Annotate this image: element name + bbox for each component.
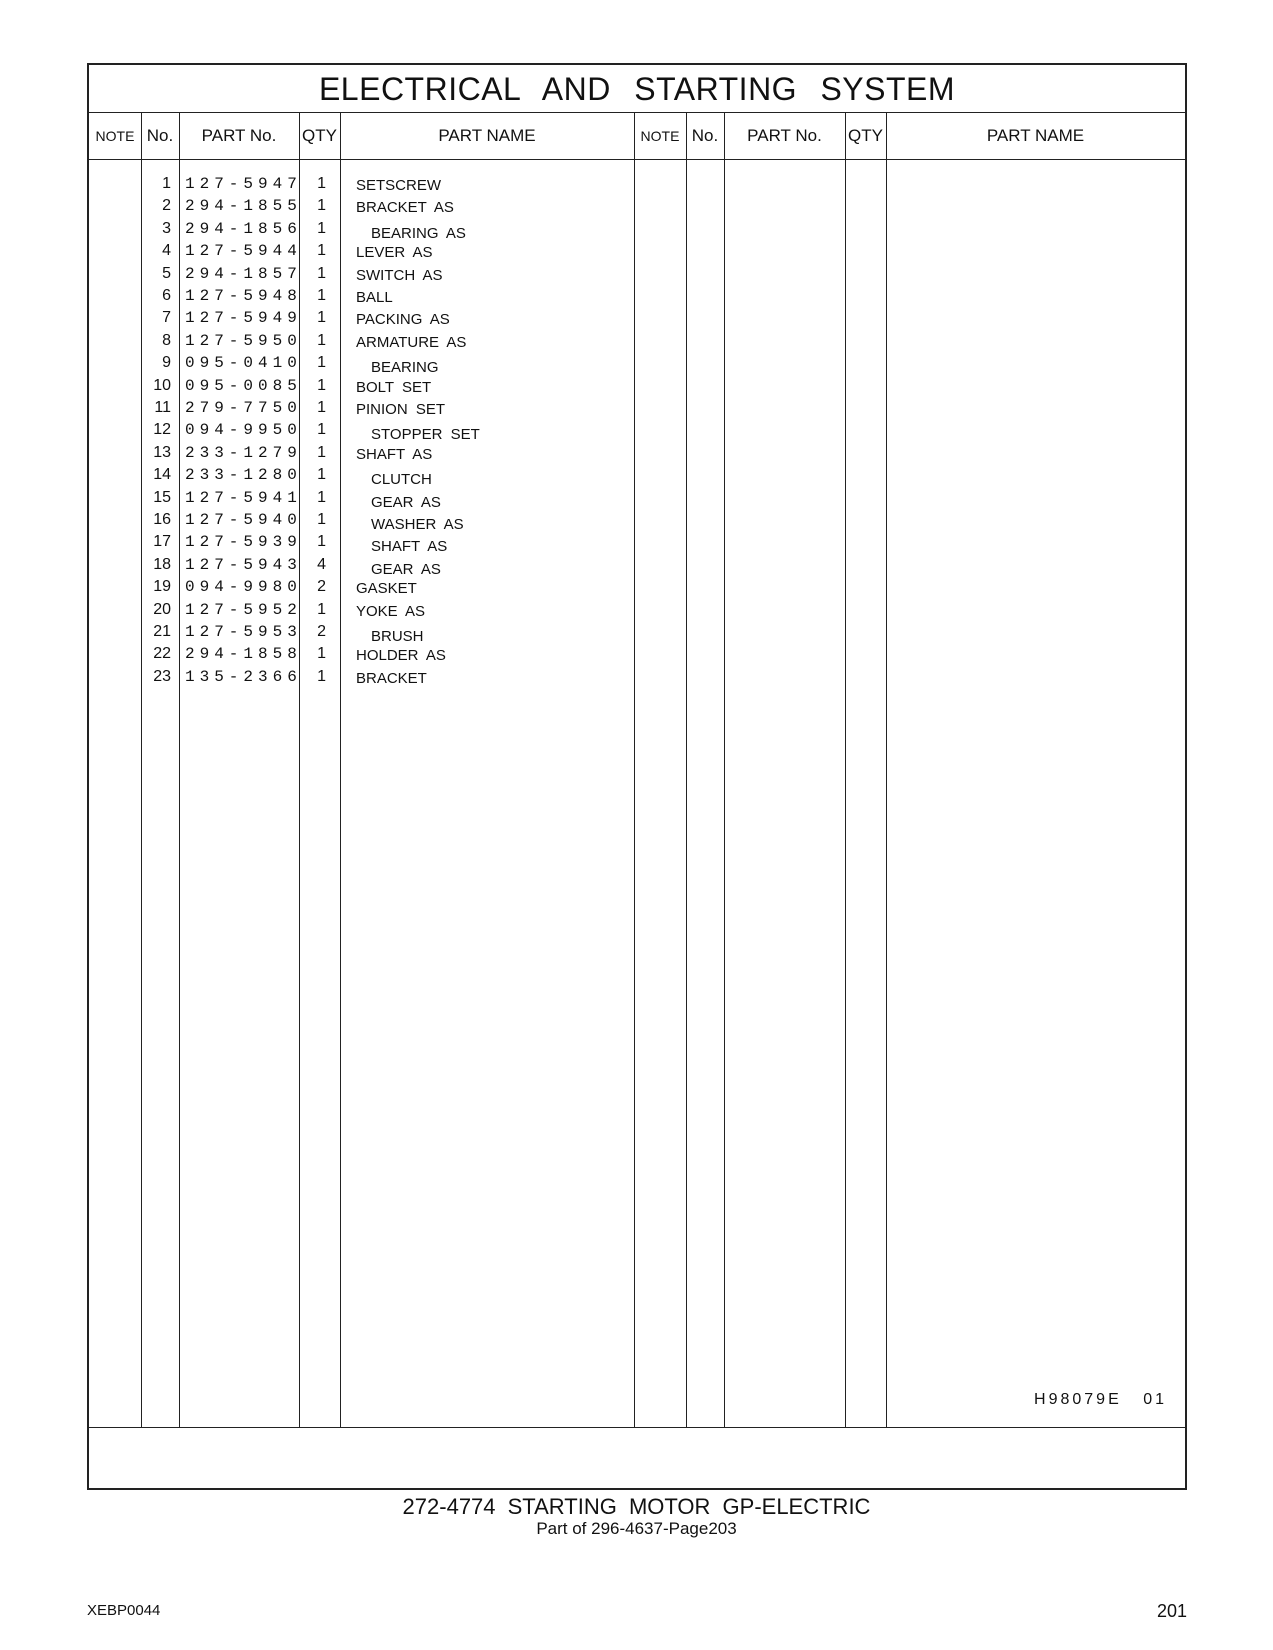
item-number: 1 [162, 175, 171, 192]
part-number: 127-5949 [185, 309, 302, 328]
header-part-no-right: PART No. [747, 126, 822, 145]
table-row [89, 489, 1185, 512]
part-name: BEARING [371, 359, 439, 377]
part-number: 127-5952 [185, 600, 302, 619]
quantity: 2 [317, 623, 326, 640]
quantity: 1 [317, 466, 326, 484]
part-name: SWITCH AS [356, 266, 443, 284]
table-row [89, 668, 1185, 691]
part-name: STOPPER SET [371, 426, 480, 444]
table-bottom-rule [89, 1427, 1185, 1428]
part-number: 127-5950 [185, 331, 302, 350]
item-number: 17 [153, 533, 171, 551]
table-row [89, 578, 1185, 601]
part-number: 279-7750 [185, 399, 302, 417]
part-number: 127-5941 [185, 488, 302, 507]
table-row [89, 466, 1185, 489]
part-number: 294-1855 [185, 197, 302, 216]
part-number: 095-0085 [185, 376, 302, 395]
quantity: 1 [317, 197, 326, 215]
table-row [89, 623, 1185, 646]
header-no-right: No. [691, 126, 719, 145]
item-number: 12 [153, 421, 171, 439]
table-row [89, 197, 1185, 220]
part-number: 094-9950 [185, 421, 302, 440]
part-name: SHAFT AS [356, 445, 433, 463]
table-row [89, 175, 1185, 198]
part-number: 294-1856 [185, 219, 302, 238]
item-number: 15 [153, 488, 171, 506]
item-number: 10 [153, 376, 171, 394]
part-name: GEAR AS [371, 560, 441, 578]
item-number: 19 [153, 578, 171, 596]
item-number: 4 [162, 242, 171, 260]
quantity: 2 [317, 578, 326, 596]
item-number: 8 [162, 331, 171, 349]
quantity: 4 [317, 555, 326, 573]
item-number: 16 [153, 511, 171, 528]
table-row [89, 265, 1185, 288]
header-no-left: No. [146, 126, 174, 145]
item-number: 2 [162, 197, 171, 215]
part-name: PINION SET [356, 401, 446, 418]
table-row [89, 354, 1185, 377]
table-row [89, 601, 1185, 624]
part-number: 294-1857 [185, 264, 302, 283]
quantity: 1 [317, 511, 326, 528]
table-row [89, 220, 1185, 243]
item-number: 13 [153, 443, 171, 461]
quantity: 1 [317, 667, 326, 685]
quantity: 1 [317, 242, 326, 260]
quantity: 1 [317, 600, 326, 618]
table-row [89, 645, 1185, 668]
quantity: 1 [317, 421, 326, 439]
table-row [89, 444, 1185, 467]
part-number: 094-9980 [185, 578, 302, 597]
item-number: 20 [153, 600, 171, 618]
page-number: 201 [1156, 1601, 1187, 1621]
quantity: 1 [317, 399, 326, 416]
item-number: 7 [162, 309, 171, 327]
part-name: BRUSH [371, 628, 424, 645]
header-note-left: NOTE [95, 128, 135, 144]
part-name: ARMATURE AS [356, 333, 467, 351]
header-qty-right: QTY [848, 126, 883, 145]
item-number: 9 [162, 354, 171, 372]
part-number: 127-5953 [185, 623, 302, 641]
table-row [89, 399, 1185, 422]
table-row [89, 556, 1185, 579]
part-name: PACKING AS [356, 311, 450, 329]
item-number: 3 [162, 219, 171, 237]
part-name: BRACKET [356, 669, 427, 687]
part-name: CLUTCH [371, 471, 432, 489]
part-name: BEARING AS [371, 224, 466, 242]
group-caption: 272-4774 STARTING MOTOR GP-ELECTRIC [402, 1494, 871, 1519]
quantity: 1 [317, 443, 326, 461]
quantity: 1 [317, 175, 326, 192]
item-number: 18 [153, 555, 171, 573]
table-row [89, 309, 1185, 332]
part-name: BALL [356, 289, 393, 306]
part-name: YOKE AS [356, 602, 426, 620]
item-number: 23 [153, 667, 171, 685]
quantity: 1 [317, 376, 326, 394]
part-number: 294-1858 [185, 645, 302, 664]
part-number: 127-5943 [185, 555, 302, 574]
part-number: 127-5948 [185, 287, 302, 305]
part-name: LEVER AS [356, 244, 433, 262]
part-number: 095-0410 [185, 354, 302, 373]
header-qty-left: QTY [302, 126, 337, 145]
item-number: 21 [153, 623, 171, 640]
table-row [89, 511, 1185, 534]
quantity: 1 [317, 219, 326, 237]
table-row [89, 332, 1185, 355]
part-number: 127-5940 [185, 511, 302, 529]
part-name: GEAR AS [371, 493, 441, 511]
part-name: GASKET [356, 580, 417, 598]
part-number: 127-5939 [185, 533, 302, 552]
quantity: 1 [317, 331, 326, 349]
quantity: 1 [317, 354, 326, 372]
table-row [89, 377, 1185, 400]
item-number: 22 [153, 645, 171, 663]
table-row [89, 533, 1185, 556]
part-name: HOLDER AS [356, 647, 446, 665]
table-row [89, 287, 1185, 310]
part-name: WASHER AS [371, 516, 464, 533]
parts-table-frame [87, 63, 1187, 1490]
item-number: 11 [154, 399, 171, 416]
section-title: ELECTRICAL AND STARTING SYSTEM [89, 65, 1185, 113]
part-name: BOLT SET [356, 378, 432, 396]
header-part-name-left: PART NAME [438, 126, 536, 145]
part-name: SHAFT AS [371, 538, 448, 556]
table-header [89, 113, 1185, 160]
quantity: 1 [317, 309, 326, 327]
header-part-name-right: PART NAME [986, 126, 1085, 145]
table-row [89, 242, 1185, 265]
header-part-no-left: PART No. [201, 126, 277, 145]
part-number: 135-2366 [185, 667, 302, 686]
table-row [89, 421, 1185, 444]
item-number: 5 [162, 264, 171, 282]
illustration-code: H98079E 01 [1034, 1391, 1167, 1408]
part-number: 127-5944 [185, 242, 302, 261]
quantity: 1 [317, 488, 326, 506]
part-name: BRACKET AS [356, 199, 454, 217]
part-number: 233-1280 [185, 466, 302, 485]
header-note-right: NOTE [640, 128, 680, 144]
group-subcaption: Part of 296-4637-Page203 [536, 1519, 737, 1538]
part-number: 233-1279 [185, 443, 302, 462]
quantity: 1 [317, 645, 326, 663]
quantity: 1 [317, 264, 326, 282]
document-code: XEBP0044 [87, 1602, 161, 1619]
part-name: SETSCREW [356, 177, 442, 194]
item-number: 14 [153, 466, 171, 484]
quantity: 1 [317, 287, 326, 304]
item-number: 6 [162, 287, 171, 304]
part-number: 127-5947 [185, 175, 302, 193]
quantity: 1 [317, 533, 326, 551]
